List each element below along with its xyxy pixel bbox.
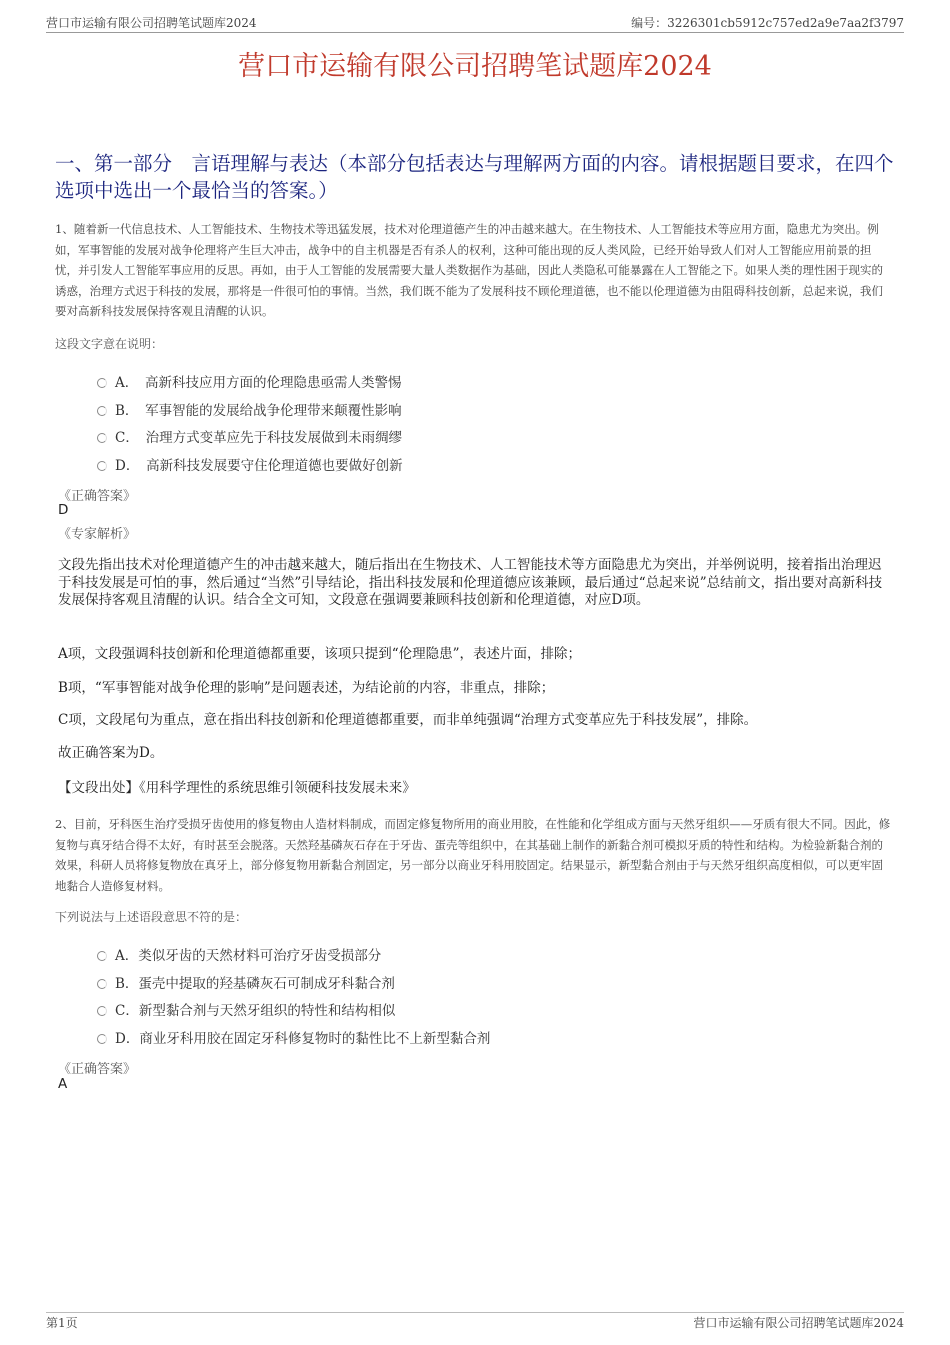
question-1-text: 1、随着新一代信息技术、人工智能技术、生物技术等迅猛发展，技术对伦理道德产生的冲击越来越大。在生物技术、人工智能技术等应用方面，隐患尤为突出。例如，军事智能的发展对战争伦理将产生巨大冲击，战争中的自主机器是否有杀人的权利，这种可能出现的反人类风险，已经开始导致人们对人工智能应用前景的担忧，并引发人工智能军事应用的反思。再如，由于人工智能的发展需要大量人类数据作为基础，因此人类隐私可能暴露在人工智能之下。如果人类的理性困于现实的诱惑，治理方式迟于科技的发展，那将是一件很可怕的事情。当然，我们既不能为了发展科技不顾伦理道德，也不能以伦理道德为由阻碍科技创新，总起来说，我们要对高新科技发展保持客观且清醒的认识。 (55, 222, 883, 318)
q1-analysis-c: C项，文段尾句为重点，意在指出科技创新和伦理道德都重要，而非单纯强调“治理方式变革应先于科技发展”，排除。 (58, 712, 758, 728)
q1-option-a[interactable] (97, 371, 402, 391)
q1-analysis-source: 【文段出处】《用科学理性的系统思维引领硬科技发展未来》 (58, 780, 416, 796)
question-1-prompt: 这段文字意在说明： (55, 337, 164, 351)
q1-answer-label: 《正确答案》 (58, 489, 137, 504)
radio-icon[interactable] (97, 951, 107, 961)
option-label: D． 高新科技发展要守住伦理道德也要做好创新 (115, 458, 403, 474)
q2-option-c[interactable] (97, 999, 395, 1019)
option-label: D．商业牙科用胶在固定牙科修复物时的黏性比不上新型黏合剂 (115, 1031, 491, 1047)
question-2-text: 2、目前，牙科医生治疗受损牙齿使用的修复物由人造材料制成，而固定修复物所用的商业用胶，在性能和化学组成方面与天然牙组织——牙质有很大不同。因此，修复物与真牙结合得不太好，有时甚至会脱落。天然羟基磷灰石存在于牙齿、蛋壳等组织中，在其基础上制作的新黏合剂可模拟牙质的特性和结构。为检验新黏合剂的效果，科研人员将修复物放在真牙上，部分修复物用新黏合剂固定，另一部分以商业牙科用胶固定。结果显示，新型黏合剂由于与天然牙组织高度相似，可以更牢固地黏合人造修复材料。 (55, 817, 891, 893)
section-heading: 一、第一部分 言语理解与表达（本部分包括表达与理解两方面的内容。请根据题目要求，在四个选项中选出一个最恰当的答案。） (55, 152, 894, 202)
option-label: B．蛋壳中提取的羟基磷灰石可制成牙科黏合剂 (115, 976, 395, 992)
radio-icon[interactable] (97, 461, 107, 471)
question-2-prompt: 下列说法与上述语段意思不符的是： (55, 910, 248, 924)
q1-analysis-label: 《专家解析》 (58, 527, 137, 542)
option-label: C．新型黏合剂与天然牙组织的特性和结构相似 (115, 1003, 396, 1019)
footer-divider (46, 1312, 904, 1313)
option-label: C． 治理方式变革应先于科技发展做到未雨绸缪 (115, 430, 403, 446)
page-number: 第1页 (46, 1316, 78, 1330)
option-label: A．类似牙齿的天然材料可治疗牙齿受损部分 (115, 948, 382, 964)
q2-option-b[interactable] (97, 972, 395, 992)
q1-analysis-a: A项，文段强调科技创新和伦理道德都重要，该项只提到“伦理隐患”，表述片面，排除； (58, 646, 582, 662)
footer-title: 营口市运输有限公司招聘笔试题库2024 (693, 1316, 904, 1330)
header-divider (46, 32, 904, 33)
q1-analysis-paragraph: 文段先指出技术对伦理道德产生的冲击越来越大，随后指出在生物技术、人工智能技术等方面隐患尤为突出，并举例说明，接着指出治理迟于科技发展是可怕的事，然后通过“当然”引导结论，指出科技发展和伦理道德应该兼顾，最后通过“总起来说”总结前文，指出要对高新科技发展保持客观且清醒的认识。结合全文可知，文段意在强调要兼顾科技创新和伦理道德，对应D项。 (58, 557, 883, 608)
q2-option-a[interactable] (97, 944, 381, 964)
header-left: 营口市运输有限公司招聘笔试题库2024 (46, 16, 257, 30)
header-serial: 编号：3226301cb5912c757ed2a9e7aa2f3797 (631, 16, 904, 30)
page-title: 营口市运输有限公司招聘笔试题库2024 (238, 51, 712, 82)
radio-icon[interactable] (97, 1034, 107, 1044)
q1-option-d[interactable] (97, 454, 403, 474)
radio-icon[interactable] (97, 433, 107, 443)
q1-analysis-conclusion: 故正确答案为D。 (58, 745, 164, 761)
radio-icon[interactable] (97, 378, 107, 388)
radio-icon[interactable] (97, 1006, 107, 1016)
radio-icon[interactable] (97, 406, 107, 416)
q1-option-c[interactable] (97, 426, 402, 446)
q1-analysis-b: B项，“军事智能对战争伦理的影响”是问题表述，为结论前的内容，非重点，排除； (58, 680, 555, 696)
q2-answer-label: 《正确答案》 (58, 1062, 137, 1077)
q1-option-b[interactable] (97, 399, 402, 419)
option-label: B． 军事智能的发展给战争伦理带来颠覆性影响 (115, 403, 402, 419)
q2-answer: A (58, 1076, 68, 1092)
q1-answer: D (58, 502, 69, 518)
q2-option-d[interactable] (97, 1027, 490, 1047)
radio-icon[interactable] (97, 979, 107, 989)
option-label: A． 高新科技应用方面的伦理隐患亟需人类警惕 (115, 375, 402, 391)
